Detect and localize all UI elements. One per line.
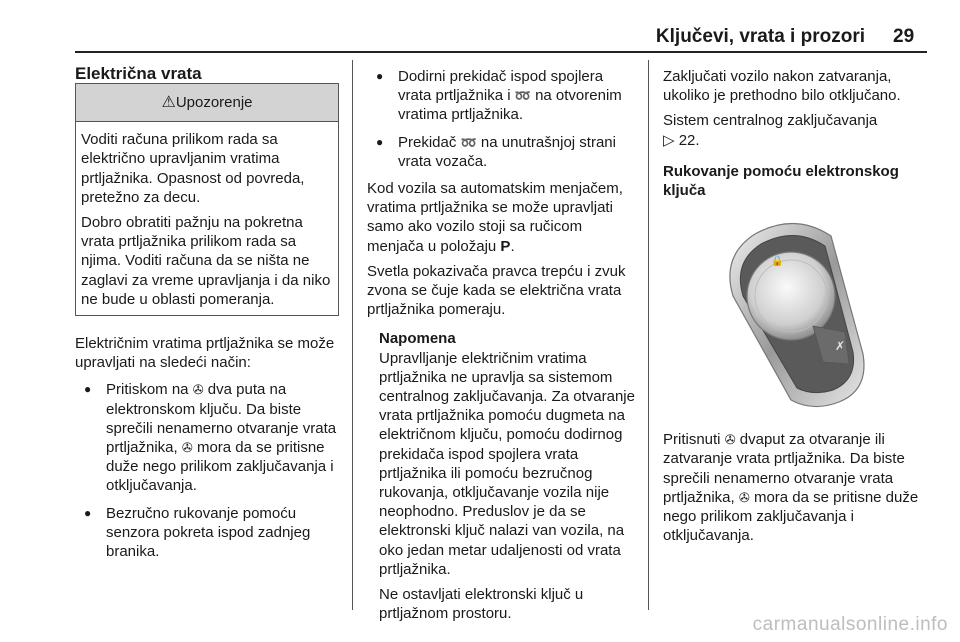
reference-arrow-icon: ▷: [663, 131, 675, 149]
reference-page: 22.: [674, 131, 700, 149]
tailgate-icon: ✇: [192, 382, 204, 398]
warning-header: [76, 84, 338, 122]
watermark: carmanualsonline.info: [752, 614, 948, 635]
page-number: 29: [893, 26, 915, 47]
right-column: [663, 67, 928, 545]
svg-text:🔒: 🔒: [771, 256, 784, 268]
tailgate-icon: ✇: [181, 440, 193, 456]
intro-paragraph: Električnim vratima prtljažnika se može upravljati na sledeći način:: [75, 335, 335, 372]
key-fob-icon: [663, 204, 928, 418]
operation-list: [75, 380, 339, 561]
paragraph-reference: Sistem centralnog zaključavanja ▷ 22.: [663, 112, 878, 149]
warning-heading: Upozorenje: [175, 94, 253, 112]
middle-column: [367, 67, 637, 623]
header-divider: [75, 51, 927, 53]
left-column: [75, 64, 339, 561]
warning-triangle-icon: ⚠: [161, 94, 176, 112]
touch-switch-icon: ➿: [514, 88, 531, 104]
svg-text:✗: ✗: [835, 339, 846, 354]
note-paragraph-2: Ne ostavljati elektronski ključ u prtljažnom prostoru.: [379, 586, 584, 623]
warning-paragraph-2: Dobro obratiti pažnju na pokretna vrata prtljažnika prilikom rada sa njima. Voditi računa da se ništa ne zaglavi za vreme upravljanja i da niko ne bude u oblasti pomeranja.: [81, 214, 331, 308]
note-title: Napomena: [379, 330, 456, 348]
column-divider-2: [648, 60, 649, 610]
tailgate-icon: ✇: [724, 432, 736, 448]
paragraph-automatic: Kod vozila sa automatskim menjačem, vratima prtljažnika se može upravljati samo ako vozilo stoji sa ručicom menjača u položaju P.: [367, 180, 623, 255]
section-title: Električna vrata: [75, 64, 202, 83]
column-divider-1: [352, 60, 353, 610]
list-item: ● Pritiskom na ✇ dva puta na elektronskom ključu. Da biste sprečili nenamerno otvaranje vrata prtljažnika, ✇ mora da se pritisne duže nego prilikom zaključavanja i otključavanja.: [75, 380, 339, 495]
paragraph-press-key: Pritisnuti ✇ dvaput za otvaranje ili zatvaranje vrata prtljažnika. Da biste sprečili nenamerno otvaranje vrata prtljažnika, ✇ mora da se pritisne duže nego prilikom zaključavanja i otključavanja.: [663, 431, 919, 545]
list-item: ● Prekidač ➿ na unutrašnjoj strani vrata vozača.: [367, 133, 637, 171]
warning-box: [75, 83, 339, 316]
list-item: ● Dodirni prekidač ispod spojlera vrata prtljažnika i ➿ na otvorenim vratima prtljažnika.: [367, 67, 637, 125]
page-header-title: Ključevi, vrata i prozori: [655, 26, 865, 47]
paragraph-lights: Svetla pokazivača pravca trepću i zvuk zvona se čuje kada se električna vrata prtljažnika pomeraju.: [367, 262, 626, 319]
warning-paragraph-1: Voditi računa prilikom rada sa električno upravljanim vratima prtljažnika. Opasnost od povreda, pretežno za decu.: [81, 131, 305, 206]
operation-list-continued: [367, 67, 637, 171]
list-item: ● Bezručno rukovanje pomoću senzora pokreta ispod zadnjeg branika.: [75, 504, 339, 562]
tailgate-icon: ✇: [738, 489, 750, 505]
subheading: Rukovanje pomoću elektronskog ključa: [663, 162, 899, 200]
paragraph-lock-after: Zaključati vozilo nakon zatvaranja, ukoliko je prethodno bilo otključano.: [663, 68, 901, 105]
touch-switch-icon: ➿: [460, 134, 477, 150]
warning-body: [76, 122, 338, 315]
gear-position-p: P: [500, 237, 511, 255]
note-paragraph-1: Upravlljanje električnim vratima prtljažnika ne upravlja sa sistemom centralnog zaključavanja. Za otvaranje vrata prtljažnika pomoću dugmeta na električnom ključu, pomoću dodirnog prekidača ispod spojlera vrata prtljažnika ili pomoću bezručnog rukovanja, otključavanje vozila nije neophodno. Preduslov je da se elektronski ključ nalazi van vozila, na oko jedan metar udaljenosti od vrata prtljažnika.: [379, 349, 635, 578]
electronic-key-illustration: [663, 204, 928, 418]
note-block: [379, 329, 637, 623]
